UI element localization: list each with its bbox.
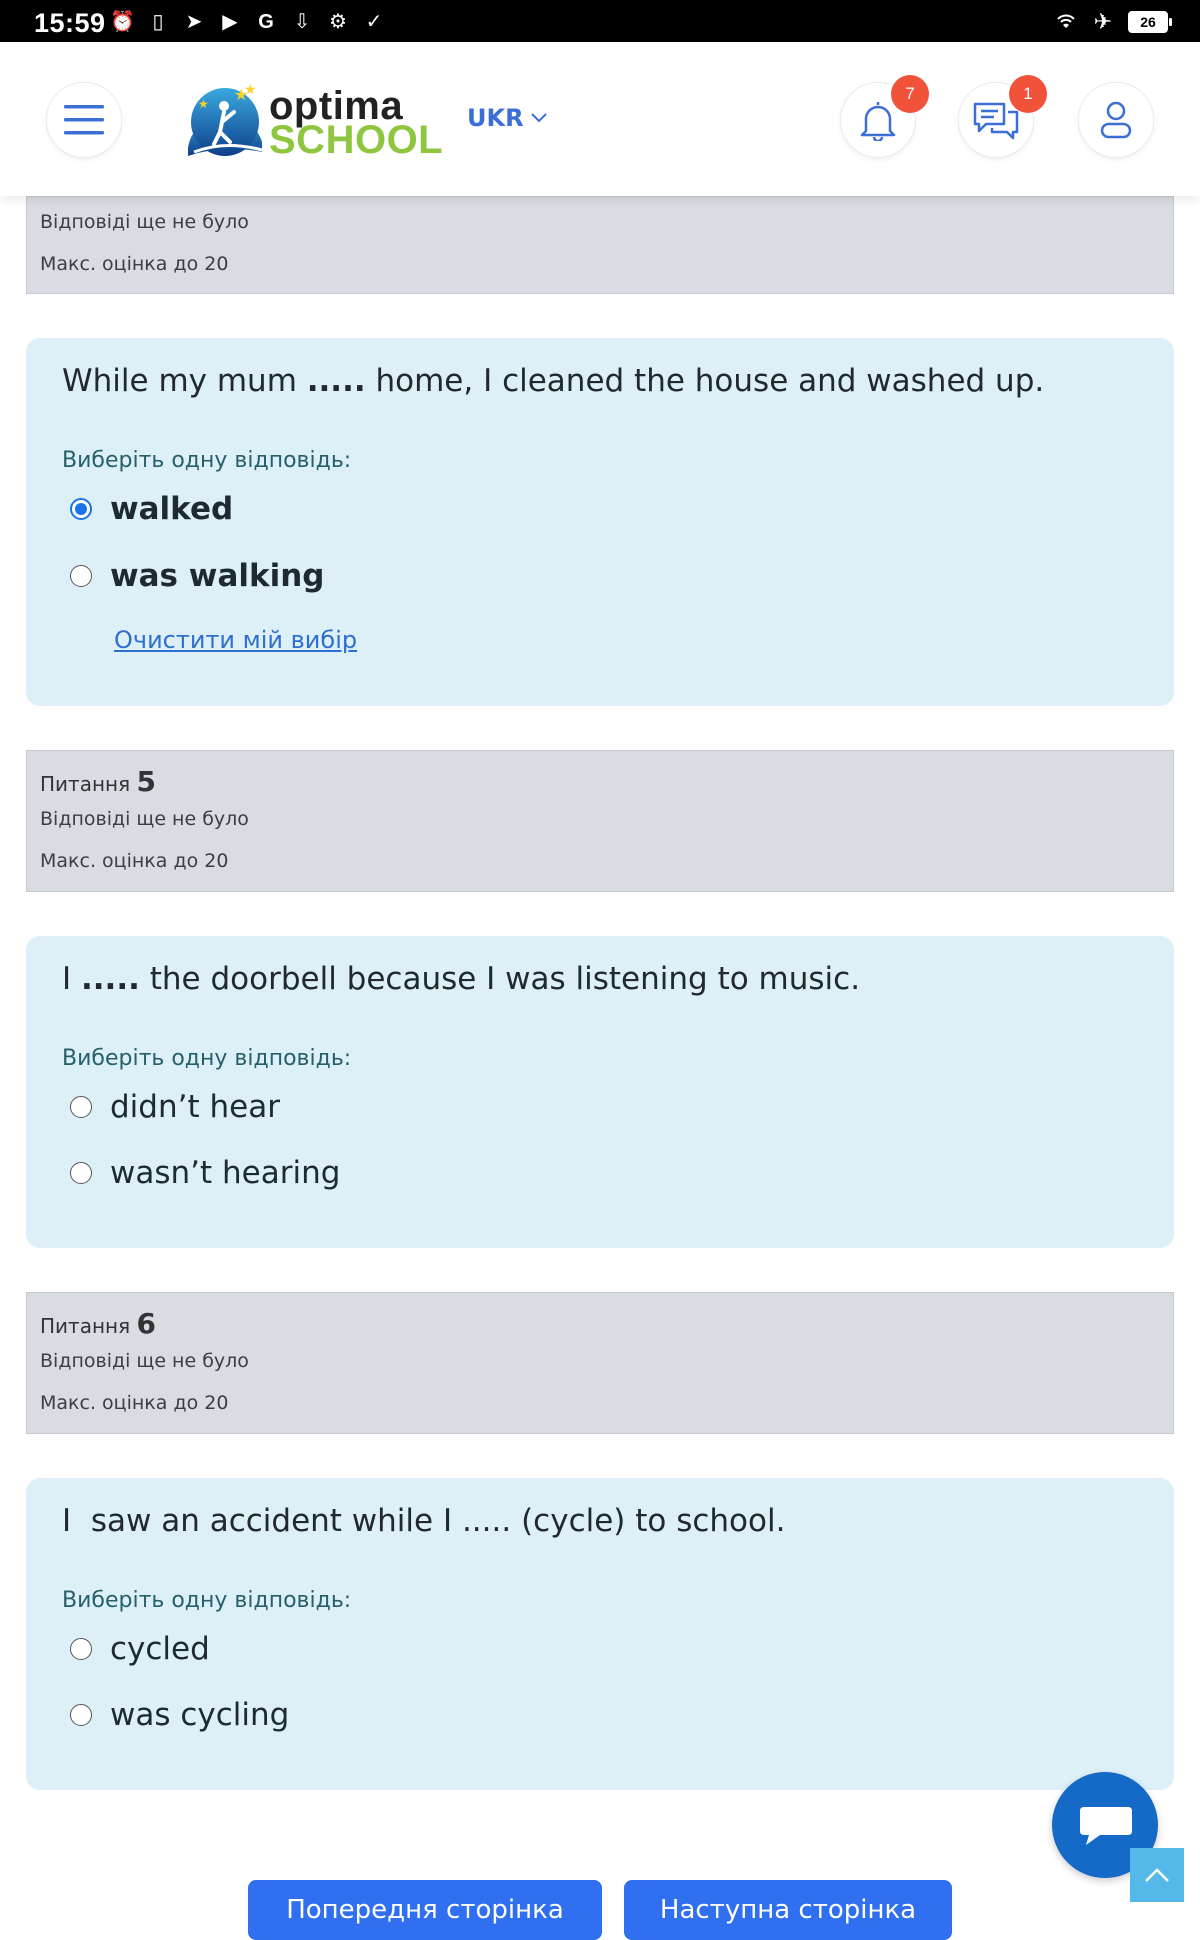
question-info-6	[26, 1292, 1174, 1434]
answer-label: walked	[110, 491, 234, 527]
question-number-title	[40, 1307, 1160, 1340]
answer-prompt: Виберіть одну відповідь:	[62, 448, 352, 473]
question-status: Відповіді ще не було	[40, 1350, 249, 1372]
question-text: I saw an accident while I ..... (cycle) to school.	[62, 1503, 786, 1539]
battery-level: 26	[1140, 14, 1156, 30]
question-text	[62, 958, 1138, 1000]
radio-unselected[interactable]	[70, 1096, 92, 1118]
question-number: 5	[136, 765, 156, 798]
question-number-title	[40, 765, 1160, 798]
wifi-icon	[1054, 10, 1078, 35]
language-label: UKR	[467, 104, 524, 132]
logo-text-top: optima	[269, 84, 404, 128]
answer-option[interactable]	[62, 1625, 1138, 1673]
language-selector[interactable]	[467, 104, 548, 132]
chat-bubble-icon	[1076, 1801, 1134, 1849]
question-info-4	[26, 196, 1174, 294]
answer-prompt: Виберіть одну відповідь:	[62, 1588, 352, 1613]
answer-label: didn’t hear	[110, 1089, 280, 1125]
question-label: Питання	[40, 1314, 131, 1338]
question-status: Відповіді ще не було	[40, 211, 249, 233]
quiz-content	[26, 196, 1174, 1790]
airplane-icon: ✈	[1093, 9, 1112, 34]
radio-unselected[interactable]	[70, 1638, 92, 1660]
question-blank: .....	[81, 961, 140, 997]
profile-button[interactable]	[1078, 82, 1154, 158]
scroll-to-top-button[interactable]	[1130, 1848, 1184, 1902]
alarm-icon: ⏰	[110, 11, 135, 33]
question-text-after: the doorbell because I was listening to music.	[139, 961, 861, 997]
answer-prompt: Виберіть одну відповідь:	[62, 1046, 352, 1071]
previous-page-button[interactable]: Попередня сторінка	[248, 1880, 602, 1940]
check-icon: ✓	[365, 11, 383, 33]
question-max-grade: Макс. оцінка до 20	[40, 253, 229, 275]
answer-label: cycled	[110, 1631, 210, 1667]
svg-text:★: ★	[244, 82, 257, 98]
radio-selected[interactable]	[70, 498, 92, 520]
answer-option[interactable]	[62, 1083, 1138, 1131]
answer-label: wasn’t hearing	[110, 1155, 341, 1191]
status-bar	[0, 0, 1200, 42]
question-max-grade: Макс. оцінка до 20	[40, 1392, 229, 1414]
battery-icon	[1128, 11, 1168, 33]
question-status: Відповіді ще не було	[40, 808, 249, 830]
svg-text:★: ★	[198, 97, 209, 111]
bell-icon	[860, 99, 896, 141]
question-info-5	[26, 750, 1174, 892]
radio-unselected[interactable]	[70, 1162, 92, 1184]
menu-button[interactable]	[46, 82, 122, 158]
status-icons-left	[110, 10, 386, 34]
youtube-icon: ▶	[222, 11, 238, 33]
notifications-button[interactable]	[840, 82, 916, 158]
hamburger-icon	[64, 103, 104, 137]
google-icon: G	[258, 11, 274, 33]
svg-text:★: ★	[234, 85, 249, 104]
question-body-6	[26, 1478, 1174, 1790]
question-text-before: While my mum	[62, 363, 307, 399]
logo-text-bottom: SCHOOL	[269, 118, 444, 162]
answer-option[interactable]	[62, 1691, 1138, 1739]
telegram-icon: ➤	[185, 11, 203, 33]
answer-option[interactable]	[62, 552, 1138, 600]
messages-button[interactable]	[958, 82, 1034, 158]
logo-emblem-icon	[184, 82, 266, 160]
question-blank: .....	[306, 363, 366, 399]
answer-option[interactable]	[62, 1149, 1138, 1197]
optima-school-logo[interactable]	[184, 82, 444, 162]
messages-badge: 1	[1009, 75, 1047, 113]
next-page-button[interactable]: Наступна сторінка	[624, 1880, 952, 1940]
chevron-up-icon	[1144, 1867, 1170, 1883]
answer-label: was walking	[110, 558, 325, 594]
question-number: 6	[136, 1307, 156, 1340]
clear-choice-link[interactable]: Очистити мій вибір	[114, 626, 358, 654]
download-icon: ⇩	[293, 11, 311, 33]
radio-unselected[interactable]	[70, 565, 92, 587]
user-icon	[1099, 100, 1133, 140]
question-max-grade: Макс. оцінка до 20	[40, 850, 229, 872]
answer-label: was cycling	[110, 1697, 290, 1733]
chevron-down-icon	[530, 112, 548, 124]
radio-unselected[interactable]	[70, 1704, 92, 1726]
answer-option[interactable]	[62, 485, 1138, 533]
app-header	[0, 42, 1200, 196]
notifications-badge: 7	[891, 75, 929, 113]
settings-icon: ⚙	[329, 11, 347, 33]
question-body-4	[26, 338, 1174, 706]
question-text-after: home, I cleaned the house and washed up.	[365, 363, 1045, 399]
question-label: Питання	[40, 772, 131, 796]
question-body-5	[26, 936, 1174, 1248]
vibrate-icon: ▯	[152, 11, 164, 33]
status-icons-right	[1054, 9, 1168, 35]
question-text-before: I	[62, 961, 81, 997]
question-text	[62, 360, 1138, 402]
status-time: 15:59	[34, 8, 106, 38]
